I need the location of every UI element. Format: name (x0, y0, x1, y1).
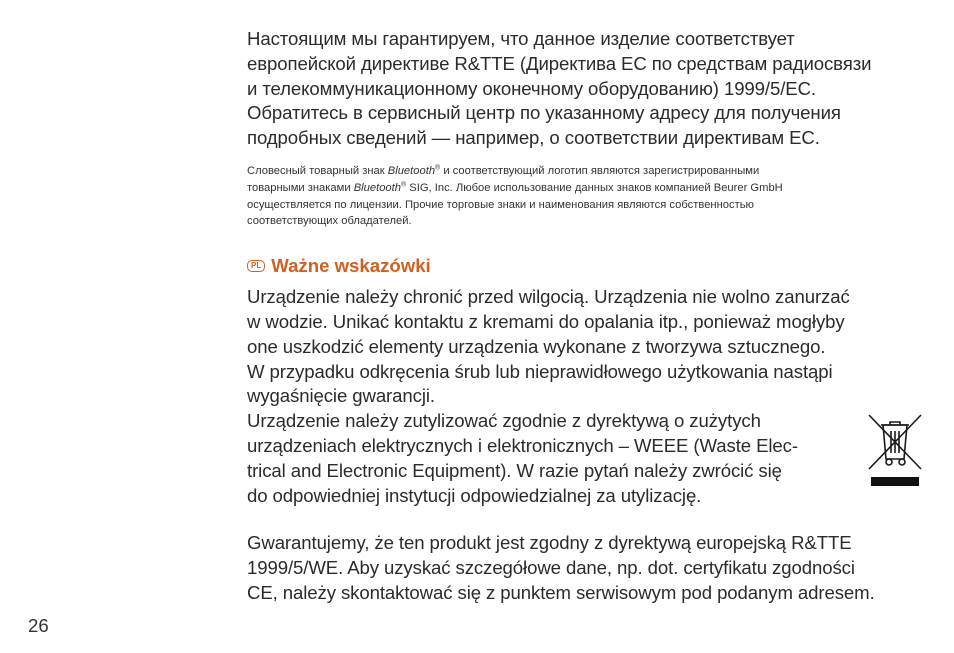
pl-line: CE, należy skontaktować się z punktem serwisowym pod podanym adresem. (247, 581, 875, 603)
note-brand: Bluetooth (387, 164, 436, 177)
page-content (247, 27, 937, 606)
ru-line: Настоящим мы гарантируем, что данное изделие соответствует (247, 28, 795, 49)
ru-line: подробных сведений — например, о соответствии директивам ЕС. (247, 127, 820, 149)
registered-mark: ® (400, 181, 407, 189)
registered-mark: ® (435, 164, 441, 172)
pl-line: Urządzenie należy zutylizować zgodnie z dyrektywą o zużytych (247, 410, 761, 432)
language-badge: PL (247, 260, 265, 272)
pl-paragraph-2 (247, 409, 847, 508)
page-number: 26 (28, 615, 49, 636)
pl-line: 1999/5/WE. Aby uzyskać szczegółowe dane, np. dot. certyfikatu zgodności (247, 557, 855, 579)
pl-line: Urządzenie należy chronić przed wilgocią. Urządzenia nie wolno zanurzać (247, 286, 850, 308)
pl-paragraph-3 (247, 531, 937, 605)
pl-line: Gwarantujemy, że ten produkt jest zgodny z dyrektywą europejską R&TTE (247, 532, 852, 554)
note-text: товарными знаками (247, 181, 354, 194)
pl-line: urządzeniach elektrycznych i elektronicznych – WEEE (Waste Elec- (247, 434, 798, 456)
pl-line: do odpowiedniej instytucji odpowiedzialnej za utylizację. (247, 484, 702, 506)
note-text: Словесный товарный знак (247, 164, 388, 177)
ru-line: Обратитесь в сервисный центр по указанному адресу для получения (247, 102, 841, 124)
section-header (247, 254, 937, 278)
pl-paragraph-1 (247, 285, 937, 409)
ru-line: европейской директиве R&TTE (Директива ЕС по средствам радиосвязи (247, 52, 872, 74)
weee-block (247, 409, 937, 508)
trademark-note (247, 163, 937, 230)
note-text: и соответствующий логотип являются зарегистрированными (440, 164, 760, 177)
pl-line: trical and Electronic Equipment). W razie pytań należy zwrócić się (247, 459, 782, 481)
note-text: осуществляется по лицензии. Прочие торговые знаки и наименования являются собственностью (247, 198, 754, 211)
pl-line: W przypadku odkręcenia śrub lub nieprawidłowego użytkowania nastąpi (247, 360, 833, 382)
note-brand: Bluetooth (353, 181, 401, 194)
note-text: SIG, Inc. Любое использование данных знаков компанией Beurer GmbH (406, 181, 783, 194)
pl-line: w wodzie. Unikać kontaktu z kremami do opalania itp., ponieważ mogłyby (247, 310, 845, 332)
ru-line: и телекоммуникационному оконечному оборудованию) 1999/5/ЕС. (247, 77, 816, 99)
section-title: Ważne wskazówki (271, 255, 431, 277)
pl-line: one uszkodzić elementy urządzenia wykonane z tworzywa sztucznego. (247, 335, 826, 357)
pl-line: wygaśnięcie gwarancji. (247, 385, 435, 407)
note-text: соответствующих обладателей. (247, 215, 412, 228)
ru-paragraph (247, 27, 937, 151)
crossed-out-wheelie-bin-icon (867, 413, 923, 487)
